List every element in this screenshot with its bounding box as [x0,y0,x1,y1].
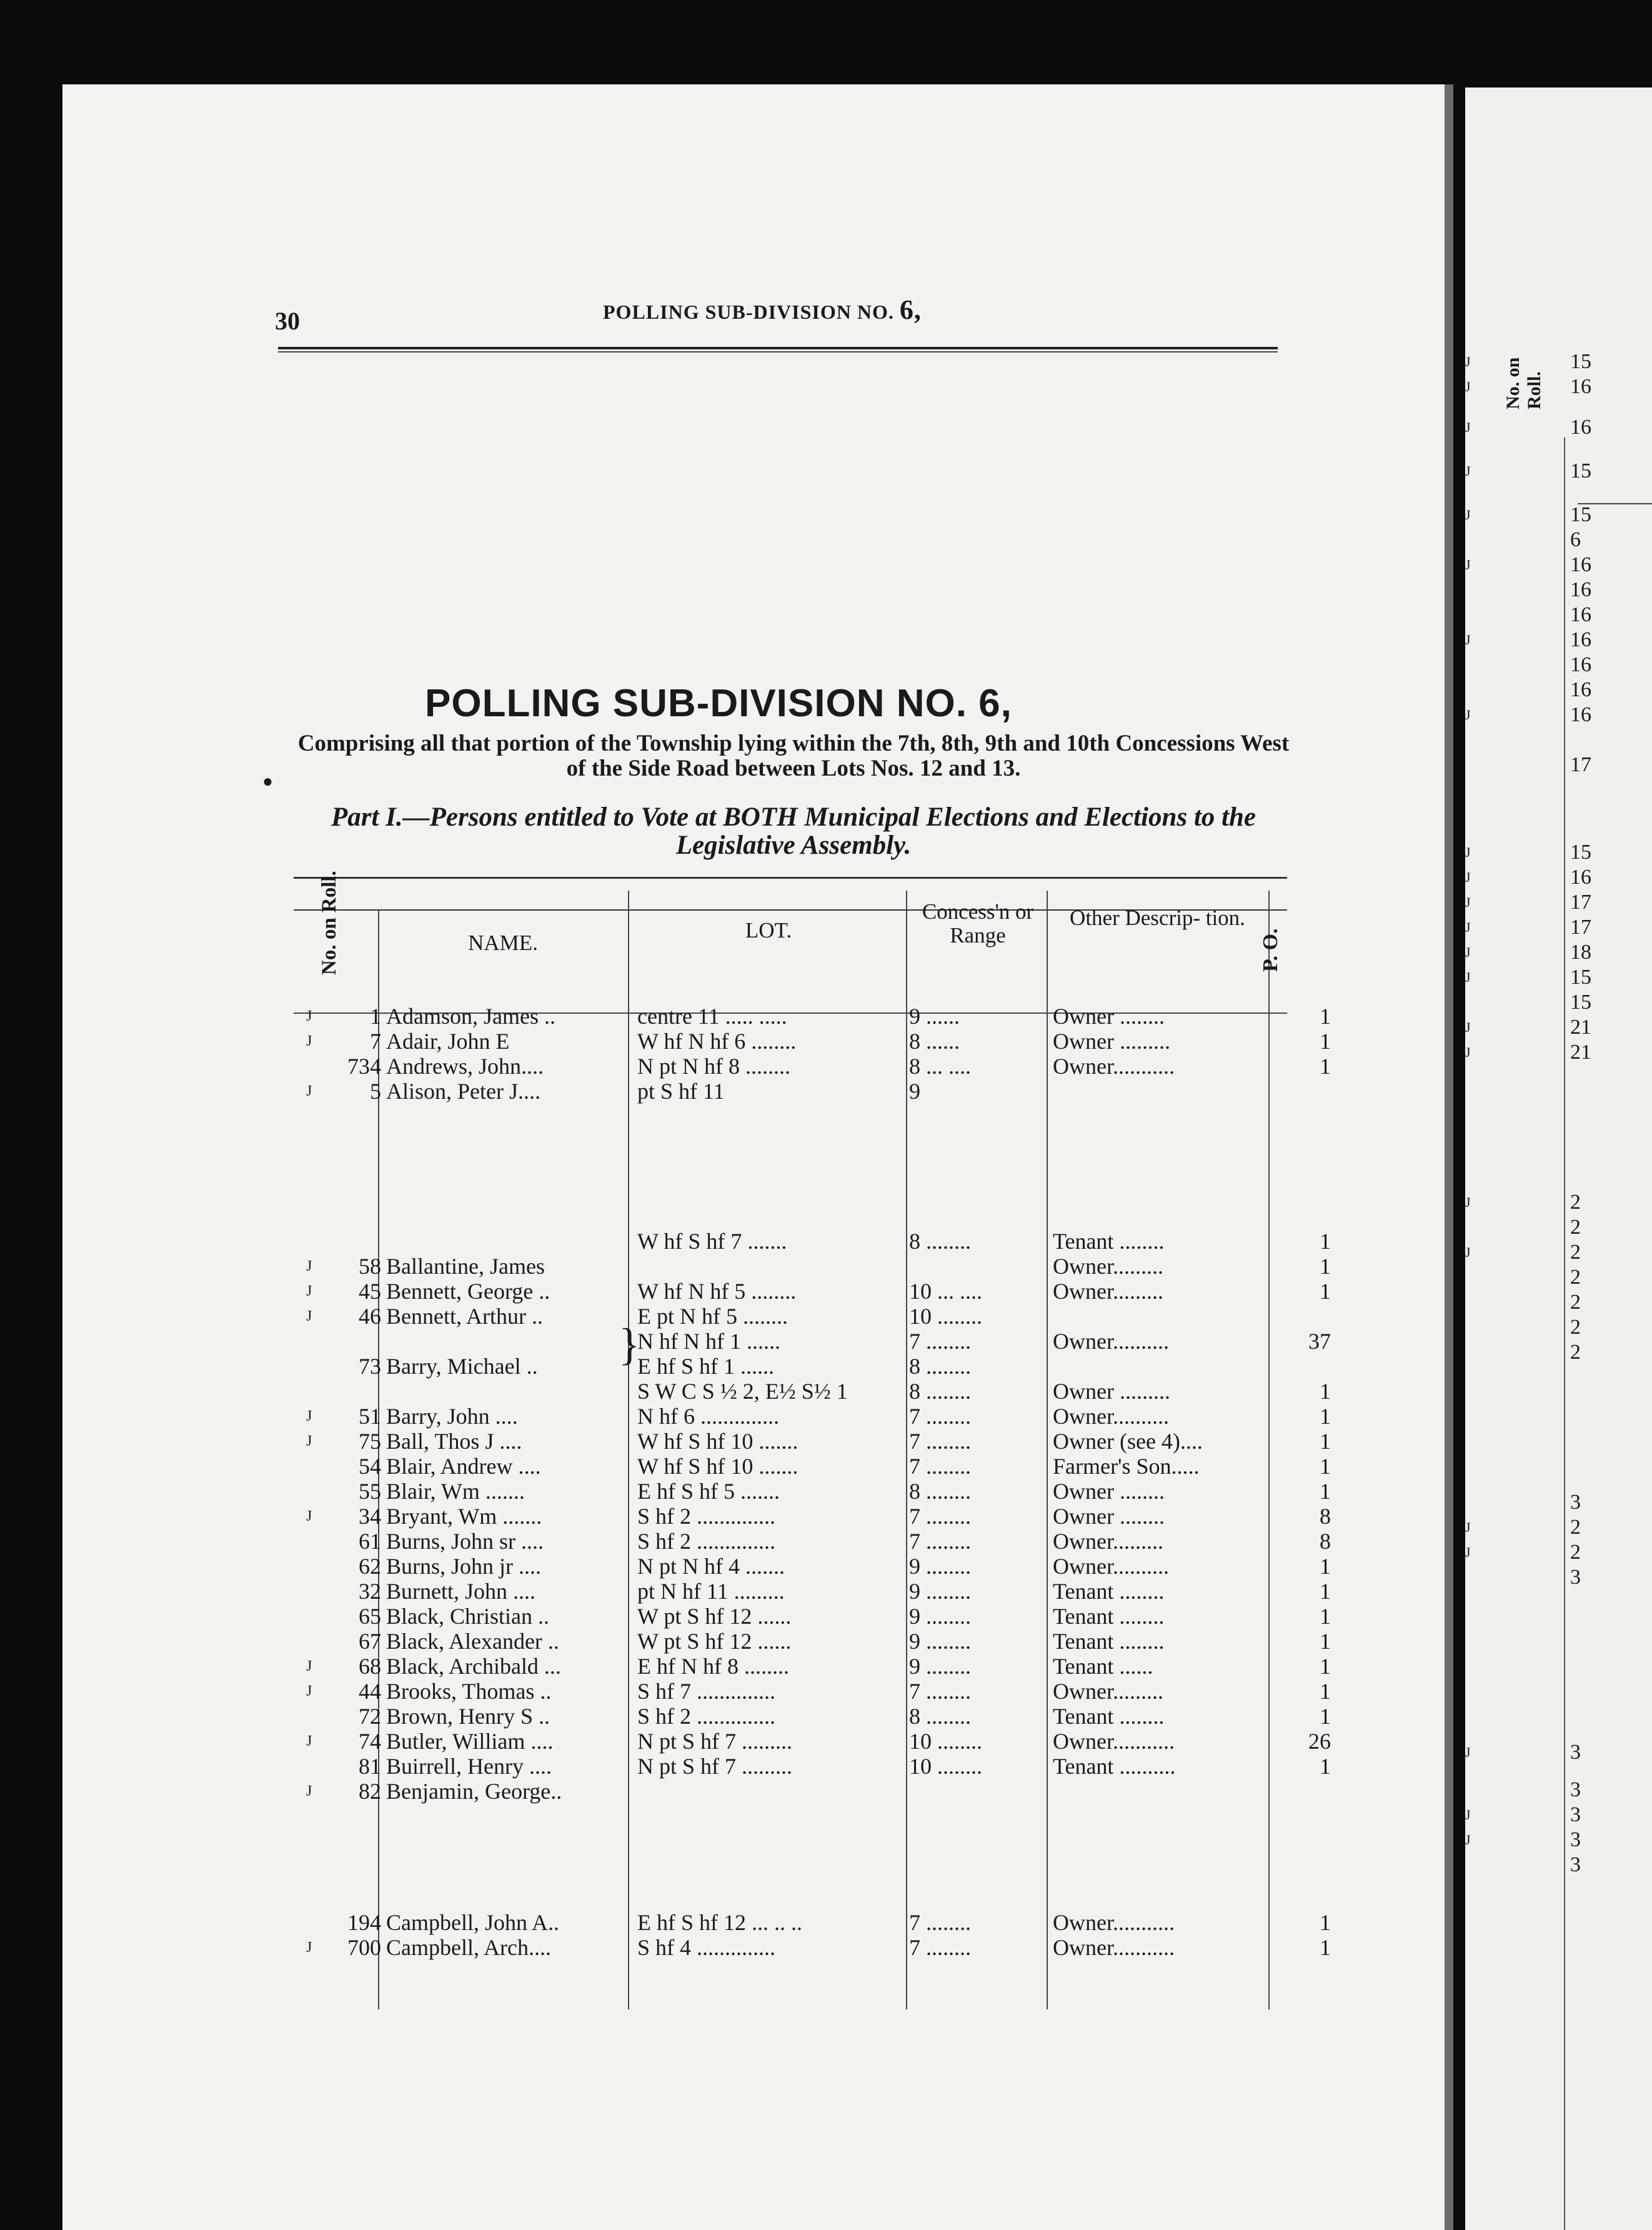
column-divider [628,891,629,2009]
cell-po: 1 [1320,1754,1331,1779]
right-cell-no: 2 [1570,1516,1581,1539]
cell-lot: W hf S hf 10 ....... [637,1429,799,1454]
cell-con: 9 ........ [909,1579,971,1604]
cell-j: J [306,1683,312,1699]
cell-con: 8 ........ [909,1354,971,1379]
right-page [1465,88,1652,2230]
cell-j: J [306,1083,312,1099]
cell-j: J [306,1033,312,1049]
cell-desc: Owner........... [1053,1054,1175,1079]
right-cell-j: J [1465,1807,1471,1822]
cell-name: Bennett, Arthur .. [386,1304,543,1329]
cell-po: 8 [1320,1504,1331,1529]
cell-desc: Owner........... [1053,1935,1175,1960]
right-cell-j: J [1465,1544,1471,1560]
cell-no: 67 [359,1629,381,1654]
cell-con: 8 ........ [909,1479,971,1504]
cell-po: 1 [1320,1604,1331,1629]
right-cell-no: 21 [1570,1041,1591,1064]
cell-po: 1 [1320,1229,1331,1254]
right-cell-no: 3 [1570,1828,1581,1851]
column-divider [906,891,907,2009]
cell-no: 46 [359,1304,381,1329]
right-cell-no: 16 [1570,866,1591,889]
cell-po: 8 [1320,1529,1331,1554]
cell-po: 1 [1320,1379,1331,1404]
brace-mark: } [619,1319,640,1369]
cell-con: 10 ... .... [909,1279,982,1304]
cell-name: Ballantine, James [386,1254,545,1279]
cell-j: J [306,1408,312,1424]
cell-po: 1 [1320,1054,1331,1079]
cell-po: 1 [1320,1679,1331,1704]
right-cell-j: J [1465,844,1471,860]
cell-name: Alison, Peter J.... [386,1079,540,1104]
cell-desc: Tenant .......... [1053,1754,1176,1779]
cell-no: 32 [359,1579,381,1604]
cell-po: 1 [1320,1910,1331,1935]
running-title [603,294,922,326]
cell-lot: E hf N hf 8 ........ [637,1654,789,1679]
col-header-lot: LOT. [745,918,792,942]
cell-lot: W pt S hf 12 ...... [637,1604,792,1629]
cell-name: Barry, Michael .. [386,1354,538,1379]
cell-no: 54 [359,1454,381,1479]
cell-lot: E hf S hf 5 ....... [637,1479,780,1504]
cell-desc: Owner.......... [1053,1329,1169,1354]
cell-lot: S hf 2 .............. [637,1704,776,1729]
right-cell-j: J [1465,969,1471,985]
right-cell-no: 16 [1570,653,1591,676]
cell-lot: W hf S hf 7 ....... [637,1229,787,1254]
cell-lot: E hf S hf 1 ...... [637,1354,774,1379]
right-cell-j: J [1465,557,1471,572]
right-cell-no: 2 [1570,1266,1581,1289]
cell-desc: Owner ........ [1053,1004,1165,1029]
right-cell-j: J [1465,1194,1471,1210]
right-cell-j: J [1465,1019,1471,1035]
cell-desc: Tenant ........ [1053,1604,1165,1629]
right-cell-j: J [1465,869,1471,885]
right-cell-no: 21 [1570,1016,1591,1039]
cell-no: 61 [359,1529,381,1554]
cell-po: 1 [1320,1935,1331,1960]
cell-j: J [306,1733,312,1749]
cell-con: 9 ........ [909,1554,971,1579]
right-cell-j: J [1465,944,1471,960]
cell-desc: Tenant ...... [1053,1654,1153,1679]
right-cell-j: J [1465,1744,1471,1760]
cell-con: 9 ........ [909,1604,971,1629]
cell-po: 1 [1320,1654,1331,1679]
cell-con: 8 ........ [909,1379,971,1404]
cell-no: 51 [359,1404,381,1429]
col-header-no-on-roll: No. on Roll. [318,871,341,975]
cell-po: 37 [1308,1329,1331,1354]
cell-name: Benjamin, George.. [386,1779,562,1804]
cell-desc: Tenant ........ [1053,1579,1165,1604]
cell-lot: pt S hf 11 [637,1079,725,1104]
cell-lot: E pt N hf 5 ........ [637,1304,788,1329]
right-cell-no: 2 [1570,1291,1581,1314]
right-cell-j: J [1465,379,1471,394]
right-cell-no: 18 [1570,941,1591,964]
right-cell-j: J [1465,463,1471,479]
right-cell-no: 16 [1570,375,1591,398]
column-divider [1047,891,1048,2009]
left-page [62,84,1450,2230]
cell-po: 1 [1320,1479,1331,1504]
right-cell-no: 2 [1570,1216,1581,1239]
right-cell-no: 3 [1570,1741,1581,1764]
right-cell-no: 17 [1570,753,1591,776]
cell-j: J [306,1658,312,1674]
right-cell-no: 6 [1570,528,1581,551]
cell-name: Blair, Wm ....... [386,1479,525,1504]
cell-con: 7 ........ [909,1529,971,1554]
cell-po: 1 [1320,1004,1331,1029]
cell-no: 7 [370,1029,381,1054]
cell-po: 1 [1320,1279,1331,1304]
col-header-name: NAME. [468,931,538,955]
right-cell-no: 15 [1570,503,1591,526]
cell-po: 1 [1320,1629,1331,1654]
cell-name: Butler, William .... [386,1729,554,1754]
cell-name: Black, Christian .. [386,1604,549,1629]
cell-name: Barry, John .... [386,1404,518,1429]
cell-po: 1 [1320,1029,1331,1054]
right-cell-j: J [1465,1519,1471,1535]
right-cell-j: J [1465,507,1471,522]
cell-j: J [306,1008,312,1024]
cell-lot: N pt N hf 4 ....... [637,1554,785,1579]
page-number: 30 [275,307,300,335]
cell-j: J [306,1783,312,1799]
cell-no: 700 [347,1935,381,1960]
cell-no: 58 [359,1254,381,1279]
cell-lot: S W C S ½ 2, E½ S½ 1 [637,1379,848,1404]
cell-lot: S hf 2 .............. [637,1504,776,1529]
cell-name: Andrews, John.... [386,1054,544,1079]
right-cell-no: 16 [1570,416,1591,439]
right-cell-j: J [1465,354,1471,369]
cell-con: 9 ...... [909,1004,960,1029]
cell-no: 82 [359,1779,381,1804]
cell-po: 1 [1320,1454,1331,1479]
cell-name: Adair, John E [386,1029,510,1054]
part-title: Part I.—Persons entitled to Vote at BOTH Municipal Elections and Elections to the Legislative Assembly. [331,802,1256,860]
cell-con: 7 ........ [909,1404,971,1429]
cell-lot: N pt N hf 8 ........ [637,1054,790,1079]
cell-con: 10 ........ [909,1754,982,1779]
cell-desc: Owner ........ [1053,1504,1165,1529]
table-top-rule [294,877,1287,879]
cell-j: J [306,1508,312,1524]
cell-lot: W hf S hf 10 ....... [637,1454,799,1479]
bullet-mark: ● [262,772,273,791]
cell-con: 7 ........ [909,1910,971,1935]
cell-name: Ball, Thos J .... [386,1429,522,1454]
cell-name: Burns, John jr .... [386,1554,542,1579]
cell-j: J [306,1308,312,1324]
right-cell-no: 2 [1570,1241,1581,1264]
right-cell-no: 16 [1570,628,1591,651]
right-cell-j: J [1465,1244,1471,1260]
cell-lot: N hf N hf 1 ...... [637,1329,780,1354]
right-cell-j: J [1465,1832,1471,1848]
cell-con: 8 ... .... [909,1054,971,1079]
cell-name: Adamson, James .. [386,1004,555,1029]
cell-po: 26 [1308,1729,1331,1754]
cell-desc: Tenant ........ [1053,1229,1165,1254]
right-col-header-no-on-roll: No. on Roll. [1503,357,1545,409]
cell-con: 7 ........ [909,1329,971,1354]
cell-lot: S hf 7 .............. [637,1679,776,1704]
right-cell-no: 2 [1570,1341,1581,1364]
cell-po: 1 [1320,1579,1331,1604]
cell-name: Black, Alexander .. [386,1629,559,1654]
cell-no: 44 [359,1679,381,1704]
right-cell-no: 15 [1570,991,1591,1014]
cell-con: 7 ........ [909,1679,971,1704]
cell-desc: Owner ......... [1053,1379,1170,1404]
cell-desc: Tenant ........ [1053,1704,1165,1729]
cell-name: Brown, Henry S .. [386,1704,550,1729]
cell-po: 1 [1320,1704,1331,1729]
cell-lot: pt N hf 11 ......... [637,1579,785,1604]
cell-desc: Owner ......... [1053,1029,1170,1054]
col-header-po: P. O. [1259,928,1282,972]
cell-no: 68 [359,1654,381,1679]
cell-con: 7 ........ [909,1935,971,1960]
right-cell-j: J [1465,707,1471,722]
cell-name: Bryant, Wm ....... [386,1504,542,1529]
right-cell-no: 15 [1570,966,1591,989]
cell-desc: Owner.......... [1053,1554,1169,1579]
cell-name: Bennett, George .. [386,1279,550,1304]
cell-desc: Owner........... [1053,1729,1175,1754]
cell-lot: N pt S hf 7 ......... [637,1754,793,1779]
running-title-number: 6, [899,294,922,325]
col-header-concession: Concess'n or Range [922,899,1034,948]
cell-no: 194 [347,1910,381,1935]
cell-desc: Owner (see 4).... [1053,1429,1203,1454]
cell-no: 734 [347,1054,381,1079]
right-cell-j: J [1465,1044,1471,1060]
cell-po: 1 [1320,1429,1331,1454]
cell-no: 5 [370,1079,381,1104]
cell-con: 8 ........ [909,1229,971,1254]
cell-lot: W hf N hf 6 ........ [637,1029,797,1054]
right-cell-no: 17 [1570,891,1591,914]
right-cell-j: J [1465,632,1471,648]
right-cell-no: 15 [1570,841,1591,864]
header-rule [278,347,1278,349]
cell-no: 45 [359,1279,381,1304]
cell-desc: Tenant ........ [1053,1629,1165,1654]
right-cell-no: 16 [1570,703,1591,726]
cell-desc: Owner......... [1053,1679,1163,1704]
right-cell-no: 3 [1570,1853,1581,1876]
right-cell-no: 17 [1570,916,1591,939]
cell-con: 7 ........ [909,1429,971,1454]
cell-desc: Farmer's Son..... [1053,1454,1200,1479]
cell-name: Burnett, John .... [386,1579,535,1604]
cell-desc: Owner......... [1053,1279,1163,1304]
cell-con: 10 ........ [909,1304,982,1329]
cell-po: 1 [1320,1404,1331,1429]
cell-con: 9 [909,1079,920,1104]
right-cell-no: 3 [1570,1491,1581,1514]
cell-desc: Owner........... [1053,1910,1175,1935]
cell-no: 55 [359,1479,381,1504]
cell-con: 7 ........ [909,1504,971,1529]
cell-name: Campbell, John A.. [386,1910,559,1935]
cell-con: 8 ...... [909,1029,960,1054]
right-cell-no: 16 [1570,553,1591,576]
col-header-description: Other Descrip- tion. [1070,906,1245,930]
cell-lot: E hf S hf 12 ... .. .. [637,1910,802,1935]
right-cell-no: 16 [1570,678,1591,701]
cell-j: J [306,1939,312,1956]
cell-no: 73 [359,1354,381,1379]
cell-desc: Owner.......... [1053,1404,1169,1429]
cell-con: 9 ........ [909,1629,971,1654]
cell-no: 81 [359,1754,381,1779]
cell-con: 8 ........ [909,1704,971,1729]
cell-j: J [306,1433,312,1449]
cell-con: 7 ........ [909,1454,971,1479]
right-cell-no: 3 [1570,1803,1581,1826]
cell-lot: W hf N hf 5 ........ [637,1279,797,1304]
right-cell-j: J [1465,419,1471,435]
cell-name: Black, Archibald ... [386,1654,561,1679]
cell-no: 75 [359,1429,381,1454]
cell-desc: Owner......... [1053,1529,1163,1554]
running-title-text: POLLING SUB-DIVISION NO. [603,301,894,323]
cell-con: 10 ........ [909,1729,982,1754]
right-cell-no: 15 [1570,350,1591,373]
cell-j: J [306,1283,312,1299]
right-cell-no: 3 [1570,1778,1581,1801]
right-cell-no: 15 [1570,459,1591,482]
cell-no: 62 [359,1554,381,1579]
cell-no: 1 [370,1004,381,1029]
right-cell-no: 16 [1570,603,1591,626]
cell-name: Burns, John sr .... [386,1529,544,1554]
right-cell-no: 2 [1570,1316,1581,1339]
cell-no: 72 [359,1704,381,1729]
cell-desc: Owner ........ [1053,1479,1165,1504]
right-cell-j: J [1465,894,1471,910]
cell-lot: S hf 4 .............. [637,1935,776,1960]
cell-name: Buirrell, Henry .... [386,1754,552,1779]
cell-lot: N hf 6 .............. [637,1404,779,1429]
cell-po: 1 [1320,1554,1331,1579]
cell-name: Blair, Andrew .... [386,1454,541,1479]
right-cell-no: 2 [1570,1191,1581,1214]
cell-po: 1 [1320,1254,1331,1279]
cell-lot: S hf 2 .............. [637,1529,776,1554]
cell-con: 9 ........ [909,1654,971,1679]
cell-lot: centre 11 ..... ..... [637,1004,787,1029]
binding-gutter [1445,84,1453,2230]
header-rule-thin [278,351,1278,352]
cell-j: J [306,1258,312,1274]
right-cell-j: J [1465,919,1471,935]
cell-name: Campbell, Arch.... [386,1935,551,1960]
right-cell-no: 3 [1570,1566,1581,1589]
cell-no: 65 [359,1604,381,1629]
cell-lot: W pt S hf 12 ...... [637,1629,792,1654]
right-cell-no: 16 [1570,578,1591,601]
cell-desc: Owner......... [1053,1254,1163,1279]
right-column-divider [1564,438,1565,2230]
cell-no: 74 [359,1729,381,1754]
cell-no: 34 [359,1504,381,1529]
cell-name: Brooks, Thomas .. [386,1679,552,1704]
cell-lot: N pt S hf 7 ......... [637,1729,793,1754]
page-title: POLLING SUB-DIVISION NO. 6, [425,682,1012,725]
subtitle: Comprising all that portion of the Township lying within the 7th, 8th, 9th and 10th Concessions West of the Side Road between Lots Nos. 12 and 13. [297,731,1290,781]
right-cell-no: 2 [1570,1541,1581,1564]
